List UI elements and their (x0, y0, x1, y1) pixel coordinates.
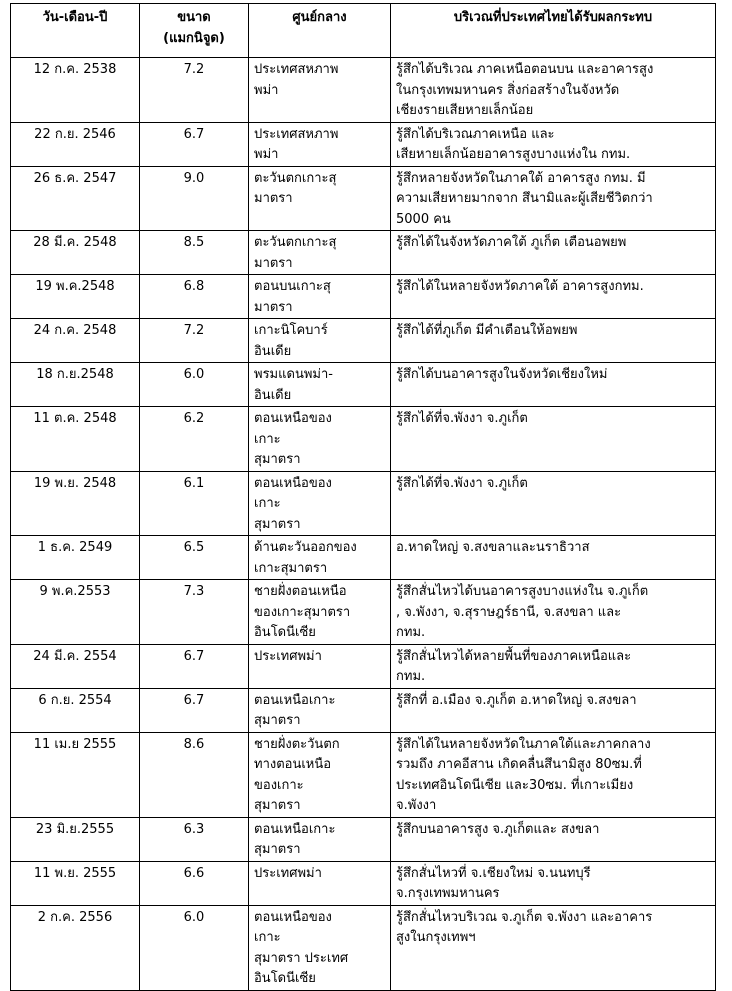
magnitude-cell (140, 536, 249, 580)
magnitude-cell-text: 6.0 (183, 909, 205, 925)
date-cell (11, 817, 140, 861)
epicenter-cell (249, 363, 391, 407)
magnitude-cell-text: 7.2 (183, 323, 205, 338)
date-cell-text: 11 เม.ย 2555 (33, 736, 117, 752)
impact-cell (391, 861, 716, 905)
date-cell-text: 18 ก.ย.2548 (36, 367, 114, 382)
impact-cell-text: รู้สึกบนอาคารสูง จ.ภูเก็ตและ สงขลา (396, 821, 600, 837)
magnitude-cell (140, 905, 249, 990)
epicenter-cell-text: ตอนเหนือของ เกาะ สุมาตรา (254, 411, 332, 467)
header-epicenter: ศูนย์กลาง (249, 4, 391, 58)
impact-cell-text: รู้สึกได้บนอาคารสูงในจังหวัดเชียงใหม่ (396, 367, 608, 382)
magnitude-cell (140, 471, 249, 536)
magnitude-cell-text: 7.3 (183, 584, 205, 599)
impact-cell-text: รู้สึกที่ อ.เมือง จ.ภูเก็ต อ.หาดใหญ่ จ.สงขลา (396, 692, 637, 708)
magnitude-cell (140, 166, 249, 231)
impact-cell (391, 231, 716, 275)
impact-cell (391, 319, 716, 363)
table-row (11, 817, 716, 861)
magnitude-cell-text: 8.6 (183, 736, 205, 752)
date-cell-text: 19 พ.ย. 2548 (33, 475, 117, 491)
date-cell (11, 319, 140, 363)
epicenter-cell (249, 122, 391, 166)
date-cell (11, 644, 140, 688)
date-cell (11, 905, 140, 990)
epicenter-cell-text: ชายฝั่งตะวันตก ทางตอนเหนือ ของเกาะ สุมาตรา (254, 736, 340, 813)
magnitude-cell-text: 6.1 (183, 475, 205, 491)
epicenter-cell (249, 732, 391, 817)
epicenter-cell-text: ตะวันตกเกาะสุ มาตรา (254, 235, 337, 271)
impact-cell (391, 580, 716, 645)
epicenter-cell (249, 58, 391, 123)
epicenter-cell (249, 231, 391, 275)
date-cell-text: 12 ก.ค. 2538 (33, 62, 117, 77)
impact-cell (391, 688, 716, 732)
magnitude-cell (140, 122, 249, 166)
impact-cell (391, 58, 716, 123)
date-cell (11, 536, 140, 580)
table-row (11, 536, 716, 580)
magnitude-cell-text: 7.2 (183, 62, 205, 77)
epicenter-cell-text: ประเทศพม่า (254, 648, 322, 664)
date-cell (11, 275, 140, 319)
magnitude-cell (140, 732, 249, 817)
table-row (11, 644, 716, 688)
impact-cell (391, 471, 716, 536)
table-row (11, 407, 716, 472)
epicenter-cell-text: ตอนเหนือเกาะ สุมาตรา (254, 692, 336, 728)
impact-cell-text: รู้สึกได้ในจังหวัดภาคใต้ ภูเก็ต เตือนอพยพ (396, 235, 627, 250)
epicenter-cell-text: ตะวันตกเกาะสุ มาตรา (254, 170, 337, 206)
epicenter-cell-text: ตอนบนเกาะสุ มาตรา (254, 279, 331, 315)
table-row (11, 905, 716, 990)
impact-cell (391, 817, 716, 861)
date-cell (11, 861, 140, 905)
epicenter-cell-text: ด้านตะวันออกของ เกาะสุมาตรา (254, 540, 357, 576)
epicenter-cell (249, 861, 391, 905)
table-row (11, 319, 716, 363)
impact-cell (391, 122, 716, 166)
magnitude-cell (140, 861, 249, 905)
impact-cell-text: รู้สึกสั่นไหวที่ จ.เชียงใหม่ จ.นนทบุรี จ.กรุงเทพมหานคร (396, 865, 591, 901)
date-cell (11, 58, 140, 123)
epicenter-cell-text: เกาะนิโคบาร์ อินเดีย (254, 323, 328, 359)
date-cell (11, 407, 140, 472)
date-cell (11, 471, 140, 536)
table-row (11, 122, 716, 166)
impact-cell (391, 732, 716, 817)
impact-cell-text: รู้สึกสั่นไหวได้หลายพื้นที่ของภาคเหนือและ กทม. (396, 648, 632, 684)
epicenter-cell (249, 319, 391, 363)
impact-cell (391, 275, 716, 319)
date-cell-text: 24 ก.ค. 2548 (33, 323, 117, 338)
header-magnitude: ขนาด (แมกนิจูด) (140, 4, 249, 58)
epicenter-cell (249, 536, 391, 580)
table-row (11, 861, 716, 905)
epicenter-cell-text: ตอนเหนือของ เกาะ สุมาตรา ประเทศ อินโดนีเซีย (254, 909, 349, 986)
table-row (11, 580, 716, 645)
epicenter-cell-text: ประเทศพม่า (254, 865, 322, 881)
magnitude-cell-text: 6.2 (183, 411, 205, 426)
date-cell-text: 23 มิ.ย.2555 (35, 821, 115, 837)
impact-cell-text: อ.หาดใหญ่ จ.สงขลาและนราธิวาส (396, 540, 590, 555)
magnitude-cell-text: 9.0 (183, 170, 205, 186)
date-cell (11, 732, 140, 817)
epicenter-cell (249, 166, 391, 231)
impact-cell-text: รู้สึกได้ในหลายจังหวัดภาคใต้ อาคารสูงกทม. (396, 279, 644, 294)
epicenter-cell (249, 688, 391, 732)
table-body (11, 58, 716, 991)
table-row (11, 471, 716, 536)
magnitude-cell (140, 231, 249, 275)
date-cell (11, 580, 140, 645)
impact-cell (391, 363, 716, 407)
table-row (11, 58, 716, 123)
date-cell (11, 231, 140, 275)
magnitude-cell-text: 6.7 (183, 648, 205, 664)
header-date: วัน-เดือน-ปี (11, 4, 140, 58)
impact-cell-text: รู้สึกได้บริเวณภาคเหนือ และ เสียหายเล็กน้อยอาคารสูงบางแห่งใน กทม. (396, 126, 631, 162)
header-row (11, 4, 716, 58)
date-cell-text: 22 ก.ย. 2546 (34, 126, 116, 142)
impact-cell-text: รู้สึกสั่นไหวบริเวณ จ.ภูเก็ต จ.พังงา และอาคาร สูงในกรุงเทพฯ (396, 909, 653, 945)
magnitude-cell-text: 6.0 (183, 367, 205, 382)
table-row (11, 275, 716, 319)
date-cell-text: 28 มี.ค. 2548 (33, 235, 117, 250)
epicenter-cell (249, 407, 391, 472)
date-cell-text: 26 ธ.ค. 2547 (33, 170, 117, 186)
magnitude-cell (140, 363, 249, 407)
magnitude-cell (140, 644, 249, 688)
magnitude-cell-text: 6.8 (183, 279, 205, 294)
table-row (11, 231, 716, 275)
impact-cell (391, 407, 716, 472)
table-row (11, 363, 716, 407)
date-cell (11, 363, 140, 407)
magnitude-cell (140, 817, 249, 861)
impact-cell-text: รู้สึกได้ในหลายจังหวัดในภาคใต้และภาคกลาง รวมถึง ภาคอีสาน เกิดคลื่นสึนามิสูง 80ซม.ที่ ประเทศอินโดนีเซีย และ30ซม. ที่เกาะเมียง จ.พังงา (396, 736, 651, 813)
epicenter-cell-text: ตอนเหนือเกาะ สุมาตรา (254, 821, 336, 857)
epicenter-cell (249, 905, 391, 990)
epicenter-cell (249, 817, 391, 861)
table-row (11, 166, 716, 231)
date-cell-text: 11 ต.ค. 2548 (33, 411, 117, 426)
impact-cell-text: รู้สึกสั่นไหวได้บนอาคารสูงบางแห่งใน จ.ภูเก็ต , จ.พังงา, จ.สุราษฎร์ธานี, จ.สงขลา และ กทม. (396, 584, 649, 640)
date-cell-text: 6 ก.ย. 2554 (38, 692, 112, 708)
impact-cell-text: รู้สึกได้บริเวณ ภาคเหนือตอนบน และอาคารสูง ในกรุงเทพมหานคร สิ่งก่อสร้างในจังหวัด เชียงรายเสียหายเล็กน้อย (396, 62, 654, 118)
impact-cell-text: รู้สึกได้ที่จ.พังงา จ.ภูเก็ต (396, 475, 528, 491)
impact-cell (391, 905, 716, 990)
epicenter-cell (249, 644, 391, 688)
date-cell-text: 1 ธ.ค. 2549 (37, 540, 113, 555)
date-cell (11, 166, 140, 231)
magnitude-cell-text: 6.3 (183, 821, 205, 837)
impact-cell-text: รู้สึกหลายจังหวัดในภาคใต้ อาคารสูง กทม. มี ความเสียหายมากจาก สึนามิและผู้เสียชีวิตกว่า 5000 คน (396, 170, 653, 227)
epicenter-cell-text: พรมแดนพม่า- อินเดีย (254, 367, 333, 403)
epicenter-cell (249, 471, 391, 536)
table-row (11, 732, 716, 817)
magnitude-cell (140, 580, 249, 645)
magnitude-cell-text: 6.7 (183, 692, 205, 708)
header-impact: บริเวณที่ประเทศไทยได้รับผลกระทบ (391, 4, 716, 58)
impact-cell (391, 644, 716, 688)
magnitude-cell-text: 6.7 (183, 126, 205, 142)
date-cell-text: 19 พ.ค.2548 (35, 279, 115, 294)
earthquake-table (10, 3, 716, 991)
date-cell-text: 2 ก.ค. 2556 (37, 909, 113, 925)
date-cell (11, 688, 140, 732)
date-cell (11, 122, 140, 166)
magnitude-cell-text: 6.5 (183, 540, 205, 555)
magnitude-cell-text: 8.5 (183, 235, 205, 250)
impact-cell (391, 166, 716, 231)
epicenter-cell-text: ประเทศสหภาพ พม่า (254, 126, 339, 162)
magnitude-cell (140, 58, 249, 123)
epicenter-cell-text: ตอนเหนือของ เกาะ สุมาตรา (254, 475, 332, 532)
epicenter-cell-text: ประเทศสหภาพ พม่า (254, 62, 339, 98)
date-cell-text: 24 มี.ค. 2554 (33, 648, 117, 664)
impact-cell (391, 536, 716, 580)
magnitude-cell-text: 6.6 (183, 865, 205, 881)
epicenter-cell-text: ชายฝั่งตอนเหนือ ของเกาะสุมาตรา อินโดนีเซีย (254, 584, 351, 640)
magnitude-cell (140, 275, 249, 319)
impact-cell-text: รู้สึกได้ที่จ.พังงา จ.ภูเก็ต (396, 411, 528, 426)
magnitude-cell (140, 407, 249, 472)
epicenter-cell (249, 275, 391, 319)
epicenter-cell (249, 580, 391, 645)
magnitude-cell (140, 688, 249, 732)
magnitude-cell (140, 319, 249, 363)
date-cell-text: 9 พ.ค.2553 (39, 584, 111, 599)
date-cell-text: 11 พ.ย. 2555 (33, 865, 117, 881)
table-row (11, 688, 716, 732)
impact-cell-text: รู้สึกได้ที่ภูเก็ต มีคำเตือนให้อพยพ (396, 323, 578, 338)
